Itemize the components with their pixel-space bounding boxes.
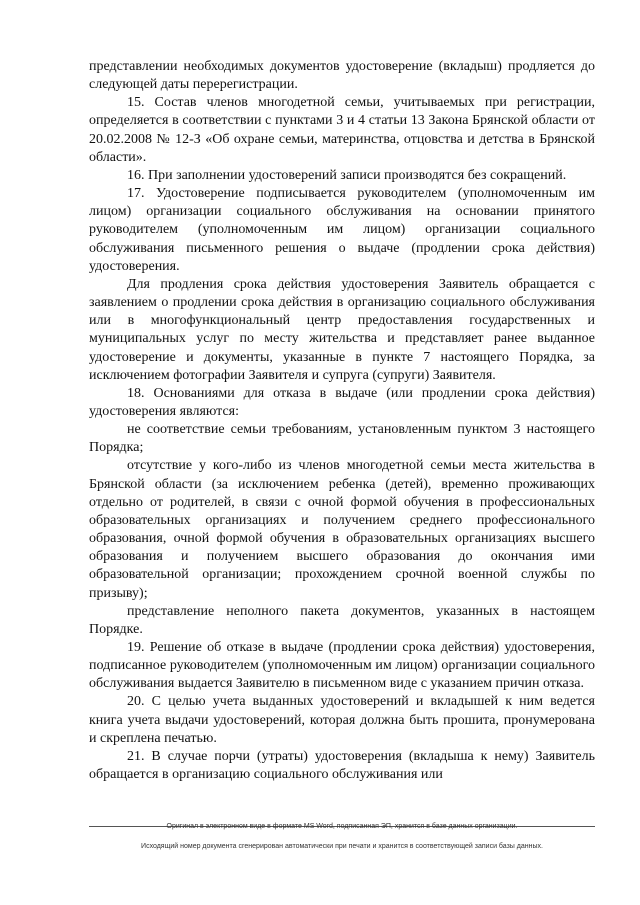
paragraph: 18. Основаниями для отказа в выдаче (или продлении срока действия) удостоверения являются: [89,385,595,419]
document-body [89,58,595,784]
paragraph: отсутствие у кого-либо из членов многодетной семьи места жительства в Брянской области (за исключением ребенка (детей), временно проживающих отдельно от родителей, в связи с очной формой обучения в профессиональных образовательных организациях и получением среднего профессионального образования, очной формой обучения в образовательных организациях высшего образования и получением высшего образования до окончания ими образовательной организации; прохождением срочной военной службы по призыву); [89,458,595,601]
paragraph: представление неполного пакета документов, указанных в настоящем Порядке. [89,603,595,637]
paragraph: 16. При заполнении удостоверений записи производятся без сокращений. [127,167,567,183]
paragraph: 17. Удостоверение подписывается руководителем (уполномоченным им лицом) организации социального обслуживания на основании принятого руководителем (уполномоченным им лицом) организации социального обслуживания письменного решения о выдаче (продлении срока действия) удостоверения. [89,186,595,274]
paragraph: 19. Решение об отказе в выдаче (продлении срока действия) удостоверения, подписанное руководителем (уполномоченным им лицом) организации социального обслуживания выдается Заявителю в письменном виде с указанием причин отказа. [89,640,595,692]
paragraph: 21. В случае порчи (утраты) удостоверения (вкладыша к нему) Заявитель обращается в организацию социального обслуживания или [89,748,595,783]
footer-number-note: Исходящий номер документа сгенерирован автоматически при печати и хранится в соответствующей записи базы данных. [141,843,543,850]
paragraph: не соответствие семьи требованиям, установленным пунктом 3 настоящего Порядка; [89,422,595,456]
paragraph: Для продления срока действия удостоверения Заявитель обращается с заявлением о продлении срока действия в организацию социального обслуживания или в многофункциональный центр предоставления государственных и муниципальных услуг по месту жительства и представляет ранее выданное удостоверение и документы, указанные в пункте 7 настоящего Порядка, за исключением фотографии Заявителя и супруга (супруги) Заявителя. [89,276,595,383]
paragraph: 20. С целью учета выданных удостоверений и вкладышей к ним ведется книга учета выдачи удостоверений, которая должна быть прошита, пронумерована и скреплена печатью. [89,694,595,746]
paragraph: представлении необходимых документов удостоверение (вкладыш) продляется до следующей даты перерегистрации. [89,59,595,93]
paragraph: 15. Состав членов многодетной семьи, учитываемых при регистрации, определяется в соответствии с пунктами 3 и 4 статьи 13 Закона Брянской области от 20.02.2008 № 12-З «Об охране семьи, материнства, отцовства и детства в Брянской области». [89,95,595,165]
footer-storage-note: Оригинал в электронном виде в формате MS Word, подписанная ЭП, хранится в базе данных организации. [166,823,518,830]
